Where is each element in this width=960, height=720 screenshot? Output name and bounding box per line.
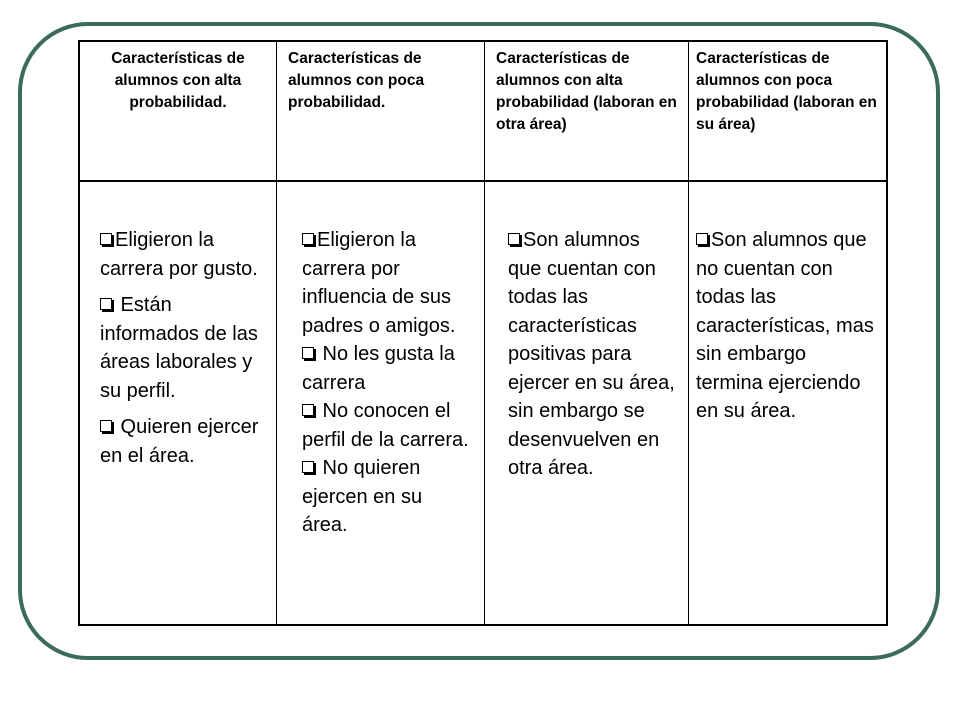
- square-bullet-icon: [302, 347, 314, 359]
- header-col-1: Características de alumnos con alta probabilidad.: [111, 50, 245, 111]
- list-item: No conocen el perfil de la carrera.: [302, 400, 469, 451]
- list-item: No les gusta la carrera: [302, 343, 455, 394]
- square-bullet-icon: [508, 233, 520, 245]
- header-col-2: Características de alumnos con poca probabilidad.: [288, 50, 425, 111]
- col-4-body: [696, 226, 876, 426]
- list-item: Eligieron la carrera por gusto.: [100, 229, 258, 280]
- square-bullet-icon: [696, 233, 708, 245]
- list-item: Son alumnos que no cuentan con todas las características, mas sin embargo termina ejerciendo en su área.: [696, 229, 874, 422]
- list-item: Quieren ejercer en el área.: [100, 416, 259, 467]
- col-3-body: [508, 226, 676, 483]
- col-1-body: [100, 226, 260, 470]
- list-item: Están informados de las áreas laborales y su perfil.: [100, 294, 258, 402]
- square-bullet-icon: [302, 461, 314, 473]
- header-col-4: Características de alumnos con poca probabilidad (laboran en su área): [696, 50, 877, 133]
- square-bullet-icon: [100, 233, 112, 245]
- square-bullet-icon: [302, 404, 314, 416]
- list-item: Eligieron la carrera por influencia de sus padres o amigos.: [302, 229, 456, 337]
- square-bullet-icon: [100, 298, 112, 310]
- col-2-body: [302, 226, 472, 540]
- header-divider: [80, 180, 886, 182]
- column-divider: [484, 42, 485, 624]
- list-item: Son alumnos que cuentan con todas las características positivas para ejercer en su área, sin embargo se desenvuelven en otra área.: [508, 229, 675, 479]
- square-bullet-icon: [100, 420, 112, 432]
- list-item: No quieren ejercen en su área.: [302, 457, 423, 536]
- comparison-table: [78, 40, 888, 626]
- square-bullet-icon: [302, 233, 314, 245]
- column-divider: [276, 42, 277, 624]
- header-col-3: Características de alumnos con alta probabilidad (laboran en otra área): [496, 50, 677, 133]
- column-divider: [688, 42, 689, 624]
